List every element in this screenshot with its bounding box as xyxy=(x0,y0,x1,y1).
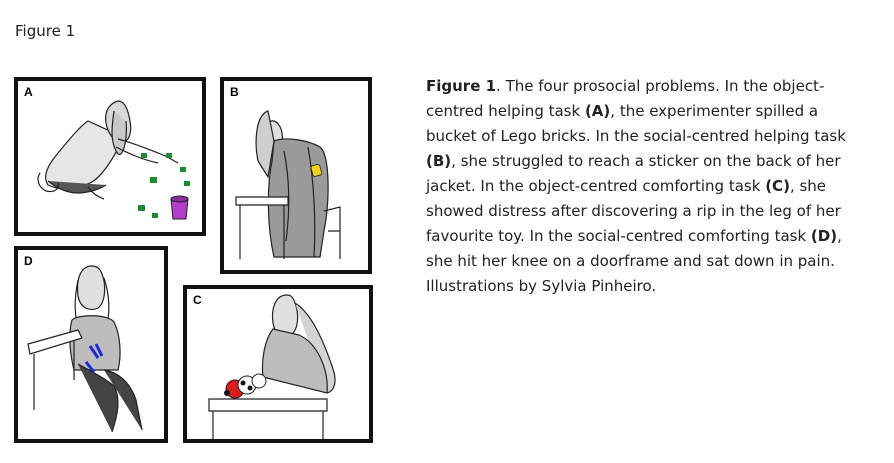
panel-label-d: D xyxy=(24,254,33,268)
lego-brick xyxy=(166,153,172,158)
toy xyxy=(224,374,266,398)
caption-text: Illustrations by Sylvia Pinheiro. xyxy=(426,277,657,295)
caption-line xyxy=(426,99,888,124)
caption-text: , xyxy=(837,227,842,245)
caption-bold-text: (B) xyxy=(426,152,452,170)
lego-brick xyxy=(141,153,147,158)
caption-bold-text: (D) xyxy=(810,227,838,245)
caption-line xyxy=(426,149,888,174)
lego-brick xyxy=(138,205,145,211)
lego-brick xyxy=(150,177,157,183)
lego-brick xyxy=(180,167,186,172)
caption-line xyxy=(426,274,888,299)
figure-heading: Figure 1 xyxy=(15,22,76,40)
caption-text: . The four prosocial problems. In the object- xyxy=(496,77,825,95)
caption-text: showed distress after discovering a rip in the leg of her xyxy=(426,202,841,220)
caption-line xyxy=(426,249,888,274)
caption-bold-text: (C) xyxy=(765,177,790,195)
figure-caption xyxy=(426,74,888,299)
caption-text: , the experimenter spilled a xyxy=(610,102,819,120)
panel-d-illustration xyxy=(14,246,168,443)
caption-text: centred helping task xyxy=(426,102,585,120)
caption-text: bucket of Lego bricks. In the social-centred helping task xyxy=(426,127,846,145)
caption-line xyxy=(426,199,888,224)
lego-brick xyxy=(152,213,158,218)
woman-hurt-knee-illustration xyxy=(18,250,164,439)
panel-c-illustration xyxy=(183,285,373,443)
caption-text: favourite toy. In the social-centred comforting task xyxy=(426,227,811,245)
bucket xyxy=(171,196,188,219)
caption-bold-text: Figure 1 xyxy=(426,77,497,95)
panel-label-a: A xyxy=(24,85,33,99)
caption-text: , she struggled to reach a sticker on the back of her xyxy=(451,152,841,170)
caption-line xyxy=(426,74,888,99)
caption-line xyxy=(426,224,888,249)
woman-picking-up-lego-illustration xyxy=(18,81,202,232)
caption-text: , she xyxy=(789,177,827,195)
woman-with-toy-illustration xyxy=(187,289,369,439)
lego-brick xyxy=(184,181,190,186)
caption-line xyxy=(426,124,888,149)
caption-text: she hit her knee on a doorframe and sat down in pain. xyxy=(426,252,835,270)
panel-b-illustration xyxy=(220,77,372,274)
panel-label-c: C xyxy=(193,293,202,307)
caption-bold-text: (A) xyxy=(584,102,611,120)
panel-label-b: B xyxy=(230,85,239,99)
panel-a-illustration xyxy=(14,77,206,236)
caption-line xyxy=(426,174,888,199)
woman-reaching-sticker-illustration xyxy=(224,81,368,270)
caption-text: jacket. In the object-centred comforting task xyxy=(426,177,766,195)
